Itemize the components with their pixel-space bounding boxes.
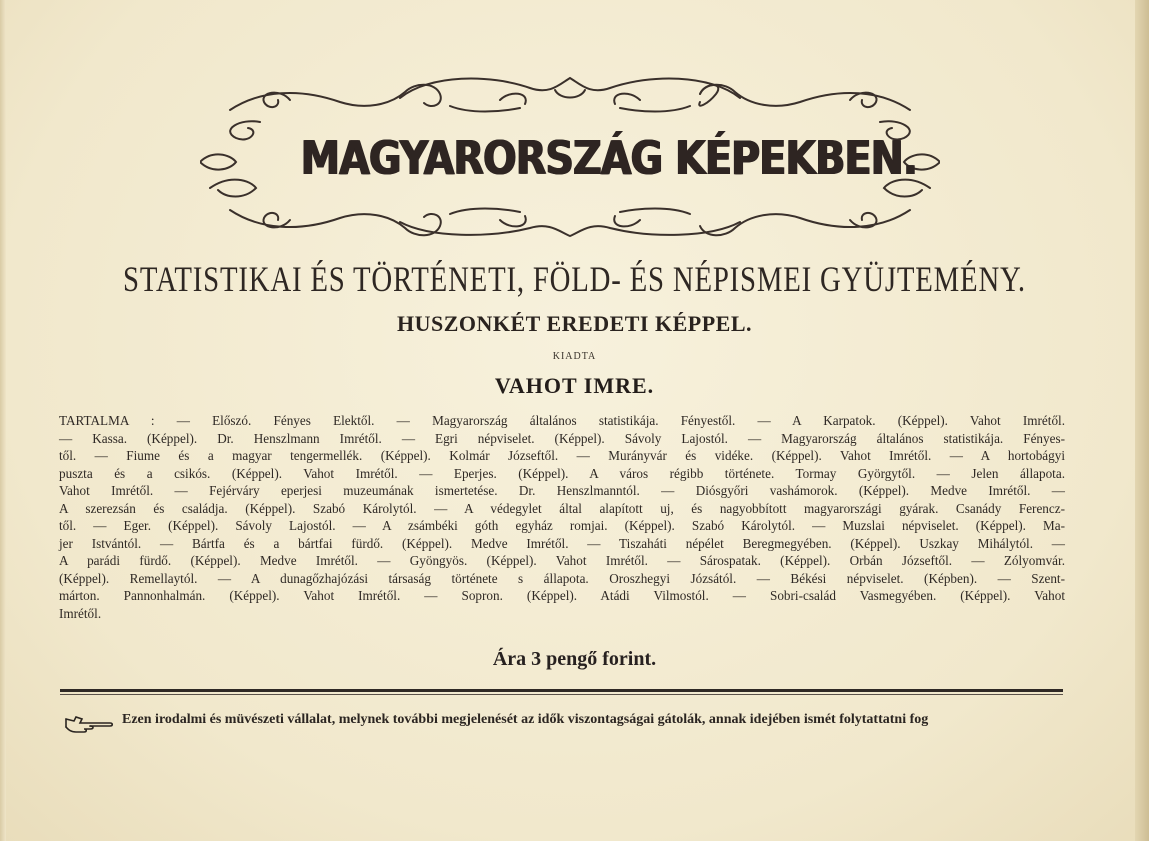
page-right-edge	[1135, 0, 1149, 841]
publisher-label: KIADTA	[552, 351, 597, 362]
contents-line: től. — Fiume és a magyar tengermellék. (Képpel). Kolmár Józseftől. — Murányvár és vidéke. (Képpel). Vahot Imrétől. — A hortobágyi	[59, 448, 1065, 463]
title-banner	[200, 70, 940, 240]
contents-line: Vahot Imrétől. — Fejérváry eperjesi muzeumának ismertetése. Dr. Henszlmanntól. — Diósgyőri vashámorok. (Képpel). Medve Imrétől. —	[59, 483, 1065, 498]
notice-text: Ezen irodalmi és müvészeti vállalat, melynek további megjelenését az idők viszontagságai gátolák, annak idejében ismét folytattatni fog	[122, 712, 929, 727]
divider-rule	[60, 689, 1063, 692]
contents-line: A parádi fürdő. (Képpel). Medve Imrétől. — Gyöngyös. (Képpel). Vahot Imrétől. — Sárospatak. (Képpel). Orbán Józseftől. — Zólyomvár.	[59, 553, 1065, 568]
contents-line: — Kassa. (Képpel). Dr. Henszlmann Imrétől. — Egri népviselet. (Képpel). Sávoly Lajostól. — Magyarország általános statistikája. Fényes-	[59, 430, 1065, 446]
table-of-contents	[59, 412, 1065, 622]
images-line: HUSZONKÉT EREDETI KÉPPEL.	[396, 311, 752, 336]
page-title: MAGYARORSZÁG KÉPEKBEN.	[300, 131, 918, 185]
divider-rule-thin	[60, 694, 1063, 695]
contents-line: márton. Pannonhalmán. (Képpel). Vahot Imrétől. — Sopron. (Képpel). Atádi Vilmostól. — Sobri-család Vasmegyében. (Képpel). Vahot	[59, 588, 1065, 603]
page-left-edge	[0, 0, 6, 841]
contents-line: től. — Eger. (Képpel). Sávoly Lajostól. — A zsámbéki góth egyház romjai. (Képpel). Szabó Károlytól. — Muzslai népviselet. (Képpel). Ma-	[59, 518, 1065, 533]
pointing-hand-icon	[64, 713, 114, 735]
contents-line: A szerezsán és családja. (Képpel). Szabó Károlytól. — A védegylet által alapított uj, és nagyobbított magyarországi gyárak. Csanády Ferencz-	[59, 500, 1065, 516]
contents-line: Imrétől.	[59, 605, 102, 621]
contents-line: jer Istvántól. — Bártfa és a bártfai fürdő. (Képpel). Medve Imrétől. — Tiszaháti népélet Beregmegyében. (Képpel). Uszkay Mihálytól. —	[59, 535, 1065, 551]
subtitle: STATISTIKAI ÉS TÖRTÉNETI, FÖLD- ÉS NÉPISMEI GYÜJTEMÉNY.	[123, 259, 1026, 299]
publisher-name: VAHOT IMRE.	[494, 373, 655, 398]
contents-line: (Képpel). Remellaytól. — A dunagőzhajózási társaság története s állapota. Oroszhegyi Józsától. — Békési népviselet. (Képben). — Szent-	[59, 570, 1065, 586]
contents-line: puszta és a csikós. (Képpel). Vahot Imrétől. — Eperjes. (Képpel). A város régibb története. Tormay Györgytől. — Jelen állapota.	[59, 465, 1065, 481]
price: Ára 3 pengő forint.	[492, 648, 657, 670]
contents-line: TARTALMA : — Előszó. Fényes Elektől. — Magyarország általános statistikája. Fényestől. — A Karpatok. (Képpel). Vahot Imrétől.	[59, 413, 1065, 428]
